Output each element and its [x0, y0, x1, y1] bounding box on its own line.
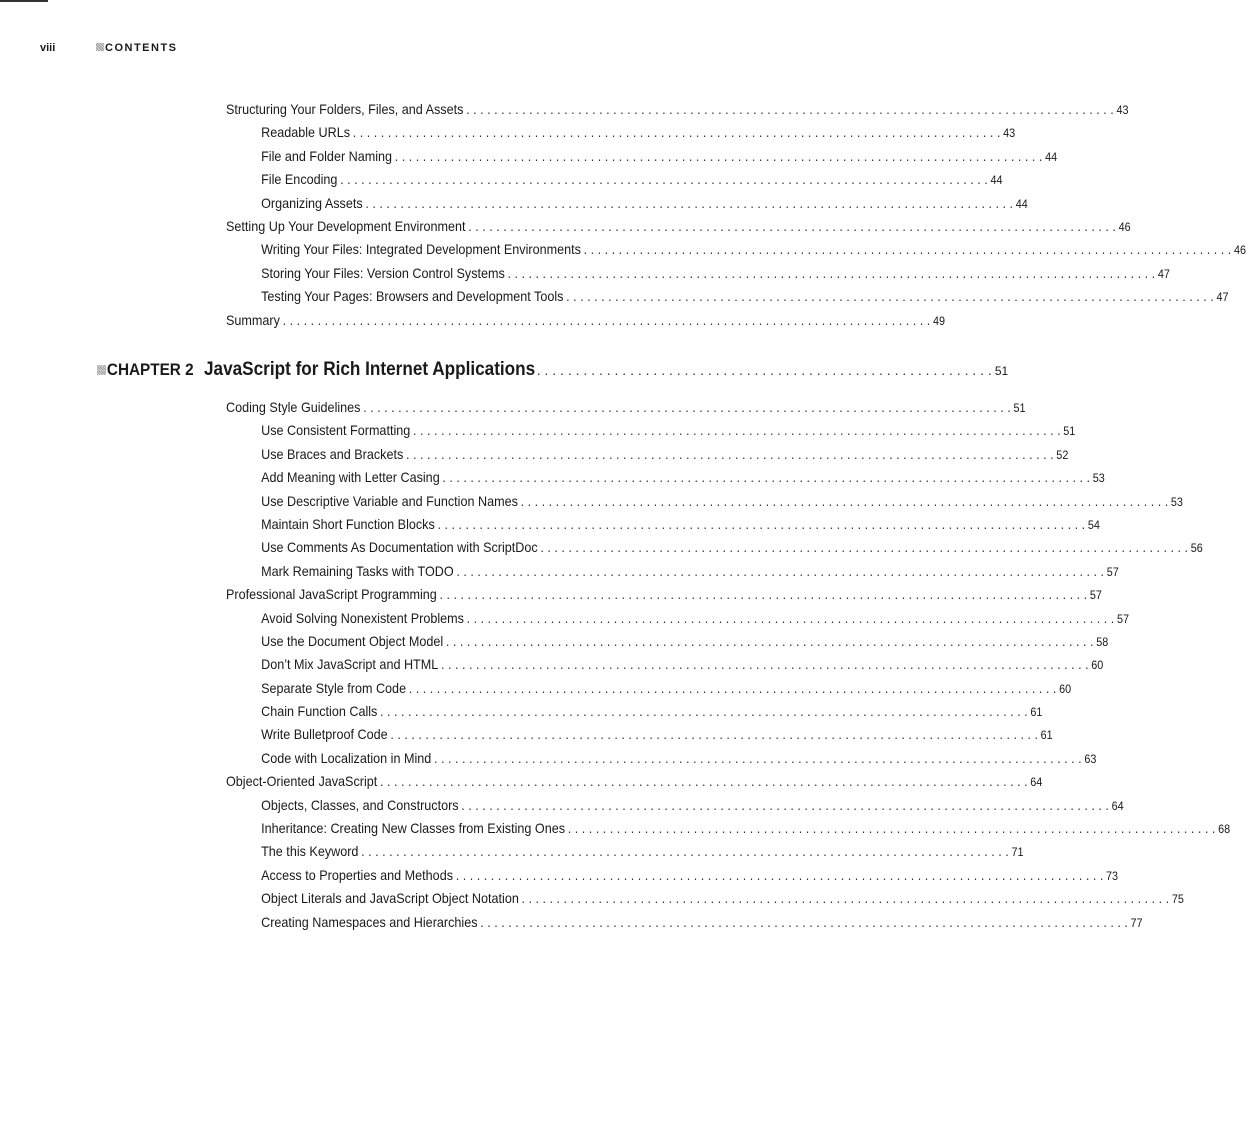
- toc-entry[interactable]: [226, 396, 1026, 419]
- toc-entry-title: Mark Remaining Tasks with TODO: [261, 562, 454, 579]
- toc-entry-title: File and Folder Naming: [261, 147, 393, 164]
- toc-entry[interactable]: [226, 583, 1102, 606]
- leader-dots: [456, 864, 1104, 887]
- toc-entry-page: 75: [1171, 892, 1184, 907]
- leader-dots: [413, 419, 1061, 442]
- toc-entry-title: Professional JavaScript Programming: [226, 586, 437, 603]
- toc-entry-page: 61: [1040, 728, 1053, 743]
- leader-dots: [480, 911, 1128, 934]
- leader-dots: [365, 192, 1013, 215]
- toc-entry-page: 64: [1111, 798, 1124, 813]
- toc-entry-title: Separate Style from Code: [261, 679, 407, 696]
- leader-dots: [584, 238, 1232, 261]
- toc-entry-page: 49: [932, 313, 945, 328]
- leader-dots: [467, 607, 1115, 630]
- chapter-title: JavaScript for Rich Internet Applications: [204, 358, 536, 380]
- toc-entry[interactable]: [226, 817, 1231, 840]
- chapter-label: CHAPTER 2: [97, 360, 194, 380]
- leader-dots: [508, 262, 1156, 285]
- leader-dots: [434, 747, 1082, 770]
- leader-dots: [361, 840, 1009, 863]
- toc-entry[interactable]: [226, 794, 1124, 817]
- toc-upper: [226, 98, 1246, 332]
- toc-entry-page: 47: [1216, 290, 1229, 305]
- toc-entry-title: Object Literals and JavaScript Object Notation: [261, 890, 519, 907]
- leader-dots: [568, 817, 1216, 840]
- leader-dots: [446, 630, 1094, 653]
- toc-entry-title: Summary: [226, 311, 280, 328]
- page-number: viii: [40, 42, 56, 54]
- toc-entry-page: 57: [1089, 588, 1102, 603]
- toc-entry-page: 46: [1118, 219, 1131, 234]
- toc-entry-title: Chain Function Calls: [261, 703, 378, 720]
- toc-entry[interactable]: [226, 864, 1119, 887]
- toc-entry[interactable]: [226, 653, 1104, 676]
- running-header: [40, 42, 178, 54]
- toc-entry-title: Use Descriptive Variable and Function Names: [261, 492, 518, 509]
- toc-entry-page: 44: [1015, 196, 1028, 211]
- toc-entry[interactable]: [226, 419, 1076, 442]
- leader-dots: [409, 677, 1057, 700]
- leader-dots: [566, 285, 1214, 308]
- toc-entry-page: 57: [1117, 611, 1130, 626]
- toc-entry-title: Inheritance: Creating New Classes from Existing Ones: [261, 820, 566, 837]
- leader-dots: [439, 583, 1087, 606]
- toc-entry-title: Code with Localization in Mind: [261, 749, 432, 766]
- toc-entry[interactable]: [226, 98, 1129, 121]
- top-rule: [0, 0, 48, 2]
- toc-entry-title: Readable URLs: [261, 124, 351, 141]
- leader-dots: [521, 490, 1169, 513]
- toc-entry[interactable]: [226, 145, 1058, 168]
- toc-entry[interactable]: [226, 466, 1105, 489]
- toc-entry-title: Use Braces and Brackets: [261, 445, 404, 462]
- section-label: CONTENTS: [105, 42, 178, 54]
- leader-dots: [468, 215, 1116, 238]
- leader-dots: [441, 653, 1089, 676]
- toc-entry-title: Access to Properties and Methods: [261, 866, 454, 883]
- toc-entry-page: 73: [1106, 868, 1119, 883]
- toc-entry-page: 44: [1045, 149, 1058, 164]
- toc-entry-page: 43: [1116, 103, 1129, 117]
- toc-entry-title: Creating Namespaces and Hierarchies: [261, 913, 478, 930]
- chapter-page: 51: [994, 364, 1009, 378]
- leader-dots: [406, 443, 1054, 466]
- toc-entry-page: 43: [1003, 126, 1016, 141]
- toc-entry-title: Structuring Your Folders, Files, and Assets: [226, 101, 464, 117]
- toc-entry[interactable]: [226, 911, 1143, 934]
- square-bullet-icon: [96, 43, 104, 51]
- toc-entry-page: 77: [1130, 915, 1143, 930]
- toc-entry[interactable]: [226, 285, 1229, 308]
- toc-entry[interactable]: [226, 513, 1100, 536]
- toc-entry[interactable]: [226, 309, 945, 332]
- leader-dots: [437, 513, 1085, 536]
- toc-entry-page: 60: [1059, 681, 1072, 696]
- leader-dots: [522, 887, 1170, 910]
- toc-entry-page: 44: [990, 173, 1003, 188]
- toc-entry-page: 52: [1056, 447, 1069, 462]
- toc-entry[interactable]: [226, 840, 1024, 863]
- leader-dots: [456, 560, 1104, 583]
- leader-dots: [466, 98, 1114, 121]
- toc-entry[interactable]: [226, 238, 1246, 261]
- toc-entry-title: Object-Oriented JavaScript: [226, 773, 378, 790]
- toc-entry-page: 71: [1011, 845, 1024, 860]
- toc-entry[interactable]: [226, 192, 1028, 215]
- toc-entry[interactable]: [226, 121, 1016, 144]
- toc-entry[interactable]: [226, 168, 1003, 191]
- toc-entry[interactable]: [226, 536, 1203, 559]
- toc-entry-page: 56: [1190, 541, 1203, 556]
- toc-entry-title: Use Consistent Formatting: [261, 422, 411, 439]
- toc-entry-title: Maintain Short Function Blocks: [261, 515, 435, 532]
- toc-entry[interactable]: [226, 747, 1097, 770]
- toc-entry-title: Organizing Assets: [261, 194, 363, 211]
- square-bullet-icon: [97, 365, 106, 375]
- leader-dots: [380, 700, 1028, 723]
- leader-dots: [340, 168, 988, 191]
- toc-entry[interactable]: [226, 700, 1043, 723]
- toc-entry-page: 54: [1087, 517, 1100, 532]
- toc-entry-page: 51: [1013, 401, 1026, 415]
- toc-entry[interactable]: [226, 262, 1170, 285]
- toc-entry-title: File Encoding: [261, 171, 338, 188]
- toc-entry[interactable]: [226, 887, 1184, 910]
- toc-entry-title: Coding Style Guidelines: [226, 399, 361, 415]
- toc-entry-page: 46: [1233, 243, 1246, 258]
- leader-dots: [283, 309, 931, 332]
- leader-dots: [363, 396, 1011, 419]
- toc-entry[interactable]: [226, 560, 1119, 583]
- toc-entry-title: Use Comments As Documentation with ScriptDoc: [261, 539, 538, 556]
- leader-dots: [390, 723, 1038, 746]
- toc-entry-page: 57: [1106, 564, 1119, 579]
- toc-entry-title: The this Keyword: [261, 843, 359, 860]
- toc-entry-page: 58: [1096, 634, 1109, 649]
- leader-dots: [395, 145, 1043, 168]
- leader-dots: [461, 794, 1109, 817]
- toc-entry[interactable]: [226, 723, 1053, 746]
- toc-entry-title: Testing Your Pages: Browsers and Development Tools: [261, 288, 564, 305]
- leader-dots: [353, 121, 1001, 144]
- toc-entry-page: 47: [1157, 266, 1170, 281]
- toc-entry[interactable]: [226, 770, 1043, 793]
- toc-entry-page: 61: [1030, 705, 1043, 720]
- toc-entry-title: Writing Your Files: Integrated Development Environments: [261, 241, 581, 258]
- toc-entry-title: Avoid Solving Nonexistent Problems: [261, 609, 464, 626]
- toc-entry-title: Setting Up Your Development Environment: [226, 217, 466, 234]
- toc-entry[interactable]: [226, 607, 1130, 630]
- toc-entry[interactable]: [226, 630, 1109, 653]
- toc-entry[interactable]: [226, 443, 1069, 466]
- toc-entry-title: Storing Your Files: Version Control Systems: [261, 264, 505, 281]
- toc-entry-page: 53: [1092, 471, 1105, 486]
- toc-entry-page: 64: [1030, 775, 1043, 790]
- leader-dots: [537, 362, 992, 378]
- leader-dots: [442, 466, 1090, 489]
- toc-entry-page: 51: [1063, 424, 1076, 439]
- leader-dots: [380, 770, 1028, 793]
- toc-entry[interactable]: [226, 677, 1072, 700]
- toc-entry-title: Write Bulletproof Code: [261, 726, 388, 743]
- chapter-heading[interactable]: [97, 358, 1009, 381]
- leader-dots: [540, 536, 1188, 559]
- toc-entry-title: Use the Document Object Model: [261, 632, 444, 649]
- toc-lower: [226, 396, 1231, 934]
- toc-entry[interactable]: [226, 490, 1183, 513]
- toc-entry-page: 68: [1218, 822, 1231, 837]
- toc-entry-page: 60: [1091, 658, 1104, 673]
- toc-entry-title: Don’t Mix JavaScript and HTML: [261, 656, 439, 673]
- toc-entry-page: 53: [1170, 494, 1183, 509]
- toc-entry[interactable]: [226, 215, 1131, 238]
- toc-entry-title: Objects, Classes, and Constructors: [261, 796, 459, 813]
- toc-entry-page: 63: [1084, 751, 1097, 766]
- toc-entry-title: Add Meaning with Letter Casing: [261, 469, 440, 486]
